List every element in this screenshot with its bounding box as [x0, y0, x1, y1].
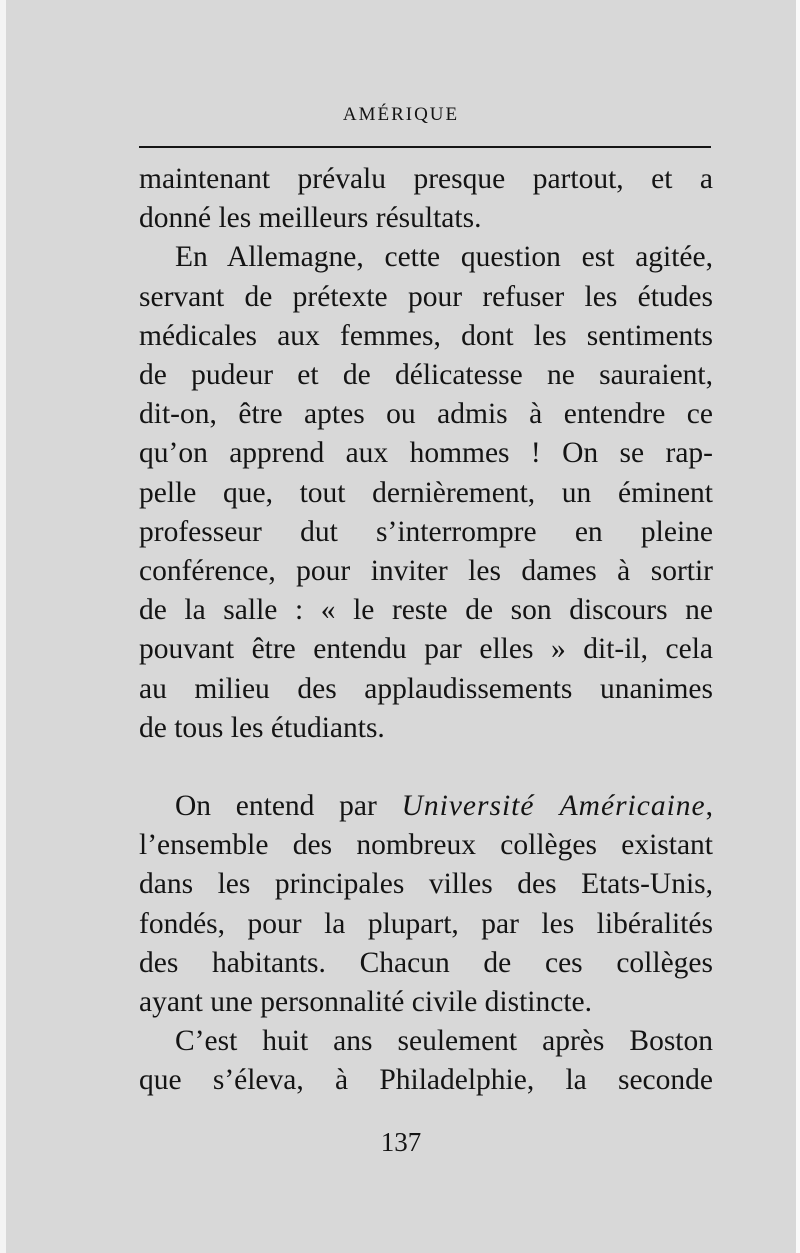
page-number: 137: [380, 1127, 422, 1157]
text-line: servant de prétexte pour refuser les études: [139, 280, 713, 313]
text-line: maintenant prévalu presque partout, et a: [139, 163, 713, 195]
text-line: de la salle : « le reste de son discours ne: [139, 594, 713, 627]
paragraph-4: [139, 1022, 713, 1100]
paragraph-3: [139, 787, 713, 1022]
section-gap: [139, 748, 713, 787]
emphasis-university-americaine: Université Américaine: [401, 790, 706, 823]
page-text: [139, 160, 713, 1101]
text-line: dit-on, être aptes ou admis à entendre ce: [139, 398, 713, 431]
text-fragment: On entend par: [175, 790, 377, 823]
running-head: AMÉRIQUE: [342, 104, 460, 125]
text-line: médicales aux femmes, dont les sentiments: [139, 319, 713, 352]
text-line: fondés, pour la plupart, par les libéralités: [139, 907, 713, 940]
text-line: de tous les étudiants.: [139, 711, 385, 744]
text-line: dans les principales villes des Etats-Unis,: [139, 868, 713, 901]
text-line: de pudeur et de délicatesse ne sauraient,: [139, 359, 713, 392]
text-line: [139, 787, 713, 826]
text-line: qu’on apprend aux hommes ! On se rap-: [139, 437, 713, 470]
paragraph-2: [139, 238, 713, 748]
paragraph-1: [139, 160, 713, 238]
text-line: des habitants. Chacun de ces collèges: [139, 946, 713, 979]
text-line: pouvant être entendu par elles » dit-il, cela: [139, 633, 713, 666]
text-line: En Allemagne, cette question est agitée,: [175, 241, 713, 274]
text-line: C’est huit ans seulement après Boston: [175, 1025, 713, 1058]
text-line: ayant une personnalité civile distincte.: [139, 986, 593, 1019]
text-line: pelle que, tout dernièrement, un éminent: [139, 476, 713, 509]
text-line: donné les meilleurs résultats.: [139, 202, 482, 235]
header-rule: [139, 146, 711, 148]
text-fragment: ,: [705, 790, 713, 823]
text-line: que s’éleva, à Philadelphie, la seconde: [139, 1064, 713, 1097]
text-line: conférence, pour inviter les dames à sortir: [139, 555, 713, 588]
text-line: au milieu des applaudissements unanimes: [139, 672, 713, 705]
text-line: professeur dut s’interrompre en pleine: [139, 515, 713, 548]
text-line: l’ensemble des nombreux collèges existant: [139, 829, 713, 862]
